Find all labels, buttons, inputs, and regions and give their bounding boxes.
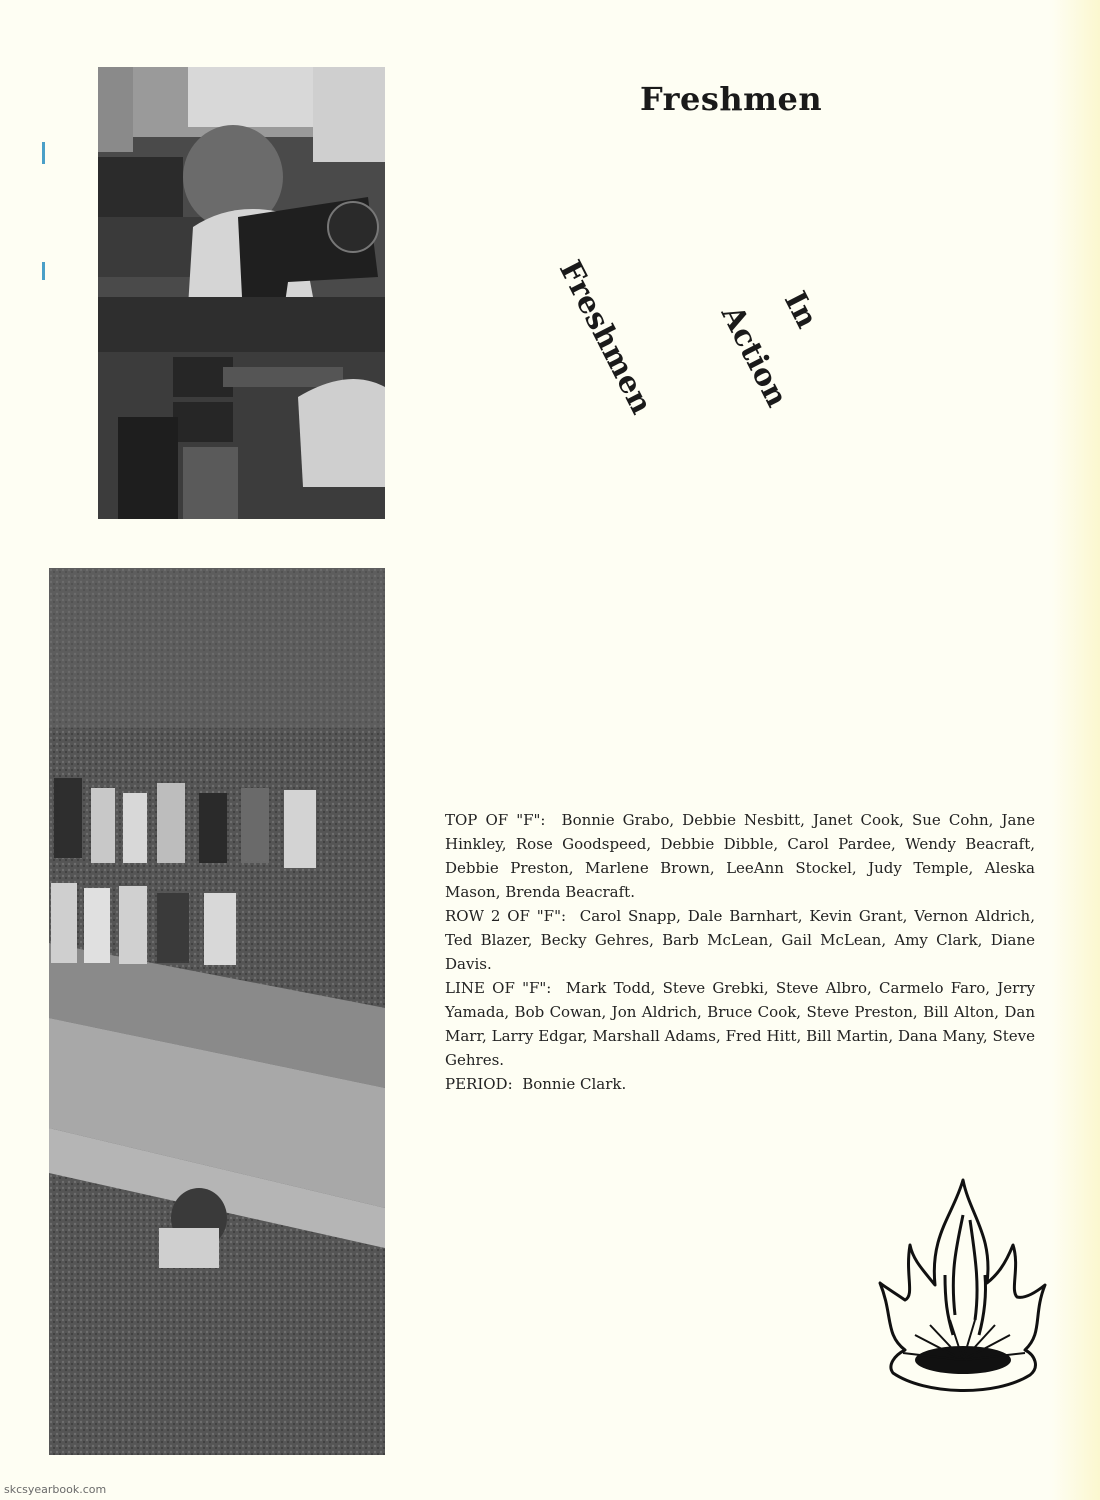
flame-icon — [875, 1175, 1050, 1405]
photo-caption — [445, 808, 1035, 1096]
students-formation-photo — [49, 568, 385, 1455]
caption-paragraph-row2: ROW 2 OF "F": Carol Snapp, Dale Barnhart, Kevin Grant, Vernon Aldrich, Ted Blazer, Becky Gehres, Barb McLean, Gail McLean, Amy Clark, Diane Davis. — [445, 907, 1035, 973]
sewing-class-photo — [98, 67, 385, 519]
scan-speck — [42, 142, 45, 164]
watermark-text: skcsyearbook.com — [4, 1483, 107, 1496]
caption-paragraph-line: LINE OF "F": Mark Todd, Steve Grebki, Steve Albro, Carmelo Faro, Jerry Yamada, Bob Cowan, Jon Aldrich, Bruce Cook, Steve Preston, Bill Alton, Dan Marr, Larry Edgar, Marshall Adams, Fred Hitt, Bill Martin, Dana Many, Steve Gehres. — [445, 979, 1035, 1069]
rotated-word-freshmen: Freshmen — [551, 255, 659, 420]
caption-paragraph-period: PERIOD: Bonnie Clark. — [445, 1075, 627, 1093]
page-title: Freshmen — [640, 80, 823, 118]
caption-paragraph-top: TOP OF "F": Bonnie Grabo, Debbie Nesbitt, Janet Cook, Sue Cohn, Jane Hinkley, Rose Goodspeed, Debbie Dibble, Carol Pardee, Wendy Beacraft, Debbie Preston, Marlene Brown, LeeAnn Stockel, Judy Temple, Aleska Mason, Brenda Beacraft. — [445, 811, 1035, 901]
scan-speck — [42, 262, 45, 280]
rotated-word-in: In — [776, 286, 825, 334]
rotated-word-action: Action — [713, 300, 795, 413]
page-edge-shading — [1052, 0, 1100, 1500]
